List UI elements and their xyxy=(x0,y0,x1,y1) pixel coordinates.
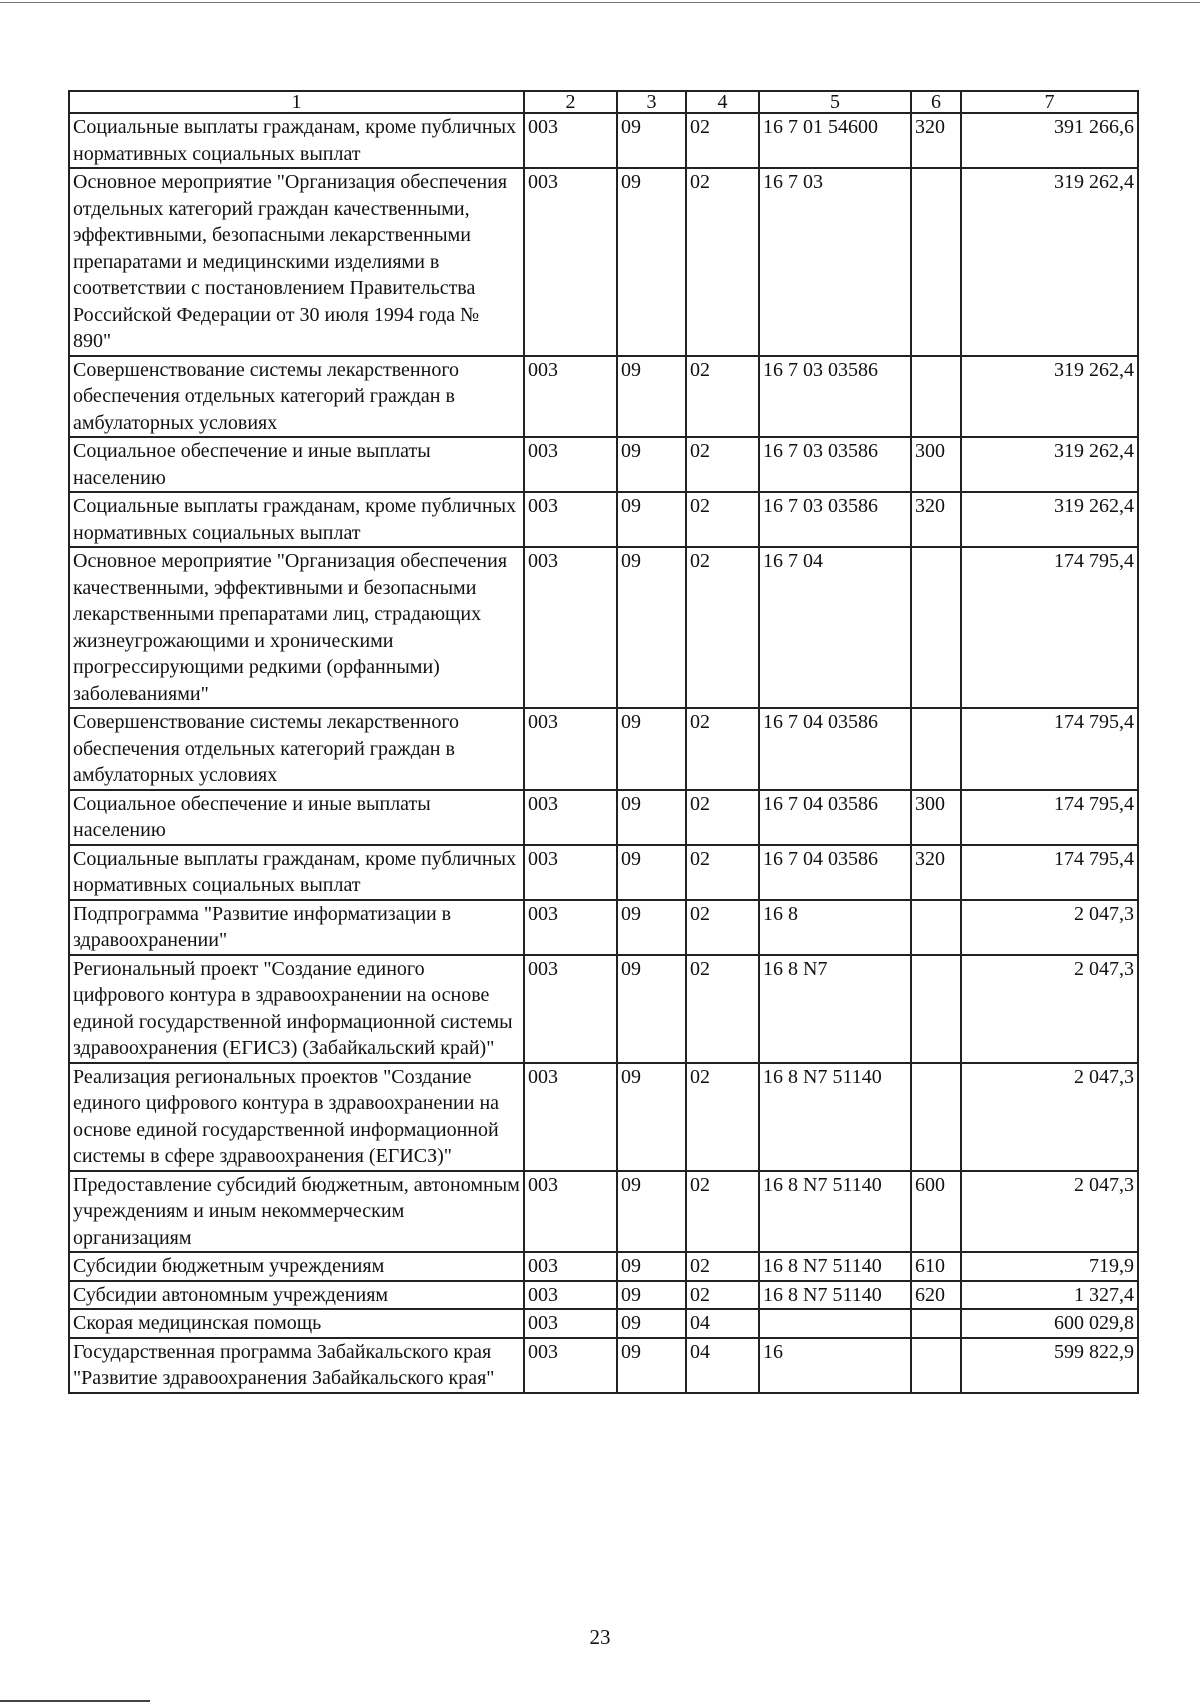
row-col6-cell xyxy=(911,955,961,1063)
row-col5-cell: 16 7 04 xyxy=(759,547,911,708)
row-amount-cell: 174 795,4 xyxy=(961,547,1138,708)
row-amount-cell: 319 262,4 xyxy=(961,356,1138,438)
row-name-cell: Социальные выплаты гражданам, кроме публичных нормативных социальных выплат xyxy=(69,845,524,900)
row-col2-cell: 003 xyxy=(524,1171,617,1253)
row-col5-cell: 16 7 03 03586 xyxy=(759,492,911,547)
row-col4-cell: 02 xyxy=(686,437,759,492)
row-amount-cell: 319 262,4 xyxy=(961,168,1138,356)
row-col5-cell: 16 8 N7 51140 xyxy=(759,1171,911,1253)
row-col3-cell: 09 xyxy=(617,1171,686,1253)
row-col4-cell: 02 xyxy=(686,1063,759,1171)
table-row xyxy=(69,1252,1138,1281)
row-col6-cell: 320 xyxy=(911,845,961,900)
row-amount-cell: 391 266,6 xyxy=(961,113,1138,168)
row-col4-cell: 02 xyxy=(686,1281,759,1310)
row-name-cell: Социальное обеспечение и иные выплаты населению xyxy=(69,437,524,492)
row-col5-cell: 16 8 N7 51140 xyxy=(759,1252,911,1281)
row-col2-cell: 003 xyxy=(524,1309,617,1338)
row-name-cell: Реализация региональных проектов "Создание единого цифрового контура в здравоохранении на основе единой государственной информационной системы в сфере здравоохранения (ЕГИСЗ)" xyxy=(69,1063,524,1171)
row-col6-cell: 610 xyxy=(911,1252,961,1281)
row-amount-cell: 719,9 xyxy=(961,1252,1138,1281)
row-name-cell: Субсидии автономным учреждениям xyxy=(69,1281,524,1310)
row-name-cell: Основное мероприятие "Организация обеспечения качественными, эффективными и безопасными лекарственными препаратами лиц, страдающих жизнеугрожающими и хроническими прогрессирующими редкими (орфанными) заболеваниями" xyxy=(69,547,524,708)
row-col4-cell: 02 xyxy=(686,492,759,547)
row-col4-cell: 02 xyxy=(686,845,759,900)
header-col-2: 2 xyxy=(524,91,617,113)
row-col6-cell: 300 xyxy=(911,790,961,845)
row-col2-cell: 003 xyxy=(524,900,617,955)
row-name-cell: Совершенствование системы лекарственного обеспечения отдельных категорий граждан в амбулаторных условиях xyxy=(69,708,524,790)
row-col5-cell: 16 7 03 xyxy=(759,168,911,356)
table-row xyxy=(69,900,1138,955)
row-col6-cell: 600 xyxy=(911,1171,961,1253)
row-col3-cell: 09 xyxy=(617,1281,686,1310)
table-row xyxy=(69,1309,1138,1338)
row-col3-cell: 09 xyxy=(617,845,686,900)
column-number-row xyxy=(69,91,1138,113)
row-amount-cell: 174 795,4 xyxy=(961,845,1138,900)
budget-table xyxy=(68,90,1139,1394)
row-col2-cell: 003 xyxy=(524,492,617,547)
row-col4-cell: 02 xyxy=(686,1252,759,1281)
row-name-cell: Региональный проект "Создание единого цифрового контура в здравоохранении на основе единой государственной информационной системы здравоохранения (ЕГИСЗ) (Забайкальский край)" xyxy=(69,955,524,1063)
table-row xyxy=(69,708,1138,790)
row-amount-cell: 1 327,4 xyxy=(961,1281,1138,1310)
row-col4-cell: 02 xyxy=(686,356,759,438)
row-amount-cell: 174 795,4 xyxy=(961,708,1138,790)
row-col6-cell: 300 xyxy=(911,437,961,492)
row-col2-cell: 003 xyxy=(524,1252,617,1281)
row-col6-cell xyxy=(911,547,961,708)
row-name-cell: Совершенствование системы лекарственного обеспечения отдельных категорий граждан в амбулаторных условиях xyxy=(69,356,524,438)
row-col3-cell: 09 xyxy=(617,437,686,492)
row-col3-cell: 09 xyxy=(617,113,686,168)
table-row xyxy=(69,437,1138,492)
row-col3-cell: 09 xyxy=(617,1309,686,1338)
row-col3-cell: 09 xyxy=(617,708,686,790)
row-col5-cell: 16 7 04 03586 xyxy=(759,790,911,845)
row-col5-cell: 16 xyxy=(759,1338,911,1393)
row-col4-cell: 04 xyxy=(686,1338,759,1393)
row-col2-cell: 003 xyxy=(524,356,617,438)
row-name-cell: Субсидии бюджетным учреждениям xyxy=(69,1252,524,1281)
row-col6-cell xyxy=(911,900,961,955)
row-col5-cell: 16 7 03 03586 xyxy=(759,356,911,438)
row-col5-cell: 16 8 N7 51140 xyxy=(759,1063,911,1171)
row-name-cell: Основное мероприятие "Организация обеспечения отдельных категорий граждан качественными, эффективными, безопасными лекарственными препаратами и медицинскими изделиями в соответствии с постановлением Правительства Российской Федерации от 30 июля 1994 года № 890" xyxy=(69,168,524,356)
row-col2-cell: 003 xyxy=(524,1281,617,1310)
row-col3-cell: 09 xyxy=(617,168,686,356)
header-col-1: 1 xyxy=(69,91,524,113)
row-col6-cell: 620 xyxy=(911,1281,961,1310)
table-row xyxy=(69,1171,1138,1253)
header-col-6: 6 xyxy=(911,91,961,113)
row-col3-cell: 09 xyxy=(617,547,686,708)
row-col6-cell xyxy=(911,708,961,790)
row-col3-cell: 09 xyxy=(617,900,686,955)
row-name-cell: Социальное обеспечение и иные выплаты населению xyxy=(69,790,524,845)
row-amount-cell: 319 262,4 xyxy=(961,437,1138,492)
row-col5-cell: 16 8 N7 51140 xyxy=(759,1281,911,1310)
row-col3-cell: 09 xyxy=(617,492,686,547)
row-col3-cell: 09 xyxy=(617,1063,686,1171)
row-col2-cell: 003 xyxy=(524,845,617,900)
row-col5-cell: 16 7 04 03586 xyxy=(759,708,911,790)
row-col5-cell: 16 8 N7 xyxy=(759,955,911,1063)
header-col-5: 5 xyxy=(759,91,911,113)
table-row xyxy=(69,1281,1138,1310)
bottom-rule xyxy=(0,1700,150,1702)
row-name-cell: Государственная программа Забайкальского края "Развитие здравоохранения Забайкальского края" xyxy=(69,1338,524,1393)
table-row xyxy=(69,356,1138,438)
row-col2-cell: 003 xyxy=(524,168,617,356)
row-amount-cell: 2 047,3 xyxy=(961,900,1138,955)
row-col3-cell: 09 xyxy=(617,955,686,1063)
row-col2-cell: 003 xyxy=(524,1338,617,1393)
row-col4-cell: 02 xyxy=(686,708,759,790)
row-col5-cell: 16 7 04 03586 xyxy=(759,845,911,900)
header-col-3: 3 xyxy=(617,91,686,113)
page-number: 23 xyxy=(589,1625,611,1649)
table-row xyxy=(69,168,1138,356)
row-col3-cell: 09 xyxy=(617,356,686,438)
row-col5-cell: 16 7 01 54600 xyxy=(759,113,911,168)
row-col5-cell: 16 8 xyxy=(759,900,911,955)
row-amount-cell: 599 822,9 xyxy=(961,1338,1138,1393)
row-col2-cell: 003 xyxy=(524,708,617,790)
row-col3-cell: 09 xyxy=(617,790,686,845)
row-amount-cell: 174 795,4 xyxy=(961,790,1138,845)
row-col6-cell xyxy=(911,356,961,438)
row-name-cell: Социальные выплаты гражданам, кроме публичных нормативных социальных выплат xyxy=(69,492,524,547)
table-row xyxy=(69,1063,1138,1171)
row-amount-cell: 600 029,8 xyxy=(961,1309,1138,1338)
row-col3-cell: 09 xyxy=(617,1338,686,1393)
header-col-7: 7 xyxy=(961,91,1138,113)
row-col2-cell: 003 xyxy=(524,547,617,708)
row-col4-cell: 02 xyxy=(686,113,759,168)
top-rule xyxy=(0,2,1200,3)
table-row xyxy=(69,113,1138,168)
row-col5-cell xyxy=(759,1309,911,1338)
row-amount-cell: 2 047,3 xyxy=(961,1171,1138,1253)
table-body xyxy=(69,113,1138,1393)
table-row xyxy=(69,955,1138,1063)
row-col2-cell: 003 xyxy=(524,1063,617,1171)
row-col2-cell: 003 xyxy=(524,955,617,1063)
table-row xyxy=(69,547,1138,708)
header-col-4: 4 xyxy=(686,91,759,113)
row-col2-cell: 003 xyxy=(524,113,617,168)
row-col4-cell: 02 xyxy=(686,547,759,708)
row-name-cell: Скорая медицинская помощь xyxy=(69,1309,524,1338)
row-name-cell: Подпрограмма "Развитие информатизации в здравоохранении" xyxy=(69,900,524,955)
row-col6-cell xyxy=(911,1338,961,1393)
row-name-cell: Предоставление субсидий бюджетным, автономным учреждениям и иным некоммерческим организациям xyxy=(69,1171,524,1253)
row-col2-cell: 003 xyxy=(524,790,617,845)
row-col2-cell: 003 xyxy=(524,437,617,492)
row-col6-cell: 320 xyxy=(911,113,961,168)
table-row xyxy=(69,1338,1138,1393)
table-row xyxy=(69,492,1138,547)
row-col4-cell: 02 xyxy=(686,168,759,356)
row-col4-cell: 04 xyxy=(686,1309,759,1338)
row-col4-cell: 02 xyxy=(686,1171,759,1253)
row-col6-cell xyxy=(911,168,961,356)
row-amount-cell: 319 262,4 xyxy=(961,492,1138,547)
row-col6-cell xyxy=(911,1063,961,1171)
table-row xyxy=(69,790,1138,845)
row-col6-cell: 320 xyxy=(911,492,961,547)
row-amount-cell: 2 047,3 xyxy=(961,955,1138,1063)
row-col4-cell: 02 xyxy=(686,955,759,1063)
row-amount-cell: 2 047,3 xyxy=(961,1063,1138,1171)
row-col6-cell xyxy=(911,1309,961,1338)
row-col4-cell: 02 xyxy=(686,900,759,955)
row-col5-cell: 16 7 03 03586 xyxy=(759,437,911,492)
row-col3-cell: 09 xyxy=(617,1252,686,1281)
row-col4-cell: 02 xyxy=(686,790,759,845)
table-row xyxy=(69,845,1138,900)
row-name-cell: Социальные выплаты гражданам, кроме публичных нормативных социальных выплат xyxy=(69,113,524,168)
